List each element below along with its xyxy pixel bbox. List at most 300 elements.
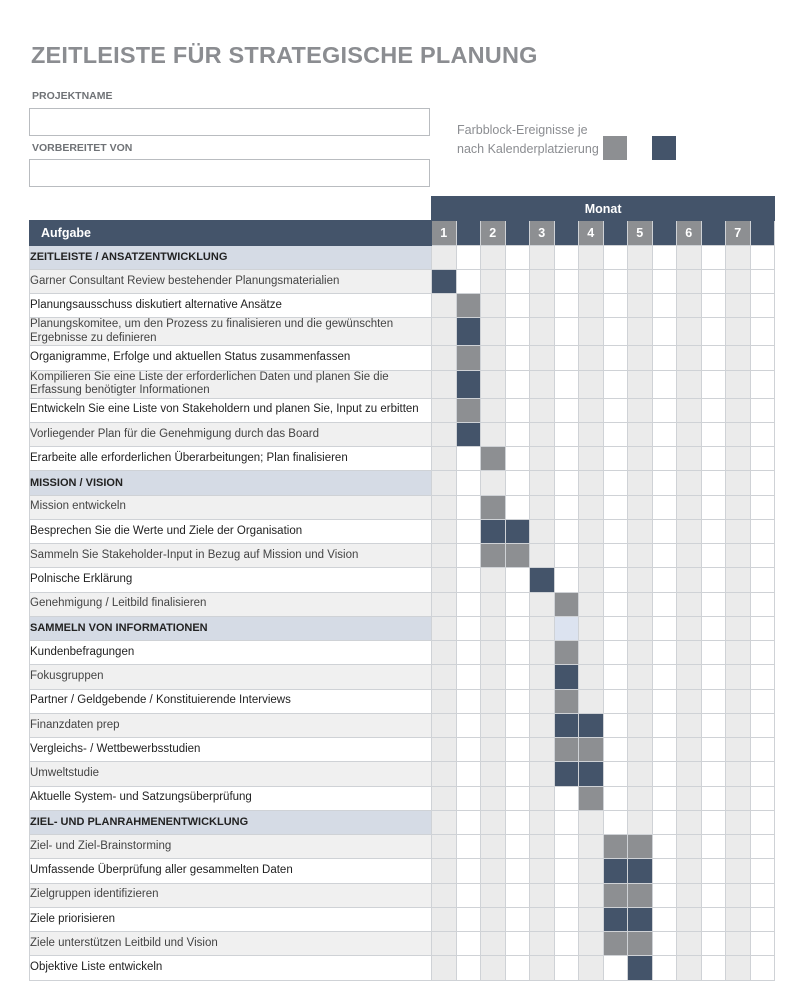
task-label: Ziel- und Ziel-Brainstorming: [30, 835, 432, 859]
timeline-cell: [677, 859, 702, 883]
timeline-cell: [432, 592, 457, 616]
timeline-cell: [701, 544, 726, 568]
task-label: Planungskomitee, um den Prozess zu finalisieren und die gewünschten Ergebnisse zu definieren: [30, 318, 432, 346]
timeline-cell: [603, 495, 628, 519]
timeline-cell: [505, 835, 530, 859]
event-block-dark: [603, 907, 628, 931]
timeline-cell: [628, 519, 653, 543]
timeline-cell: [750, 932, 775, 956]
task-row: [30, 346, 775, 370]
event-block-dark: [505, 519, 530, 543]
timeline-cell: [505, 738, 530, 762]
timeline-cell: [750, 907, 775, 931]
timeline-cell: [505, 859, 530, 883]
timeline-cell: [750, 318, 775, 346]
task-label: Polnische Erklärung: [30, 568, 432, 592]
timeline-cell: [701, 738, 726, 762]
timeline-cell: [530, 907, 555, 931]
timeline-cell: [701, 519, 726, 543]
timeline-cell: [652, 762, 677, 786]
timeline-cell: [456, 519, 481, 543]
timeline-cell: [677, 616, 702, 640]
timeline-cell: [432, 956, 457, 980]
timeline-cell: [432, 471, 457, 495]
timeline-cell: [481, 370, 506, 398]
timeline-cell: [652, 318, 677, 346]
timeline-cell: [652, 907, 677, 931]
timeline-cell: [456, 495, 481, 519]
timeline-cell: [530, 689, 555, 713]
timeline-cell: [677, 665, 702, 689]
timeline-cell: [579, 810, 604, 834]
timeline-cell: [579, 245, 604, 269]
timeline-cell: [652, 689, 677, 713]
timeline-cell: [726, 932, 751, 956]
task-label: Kompilieren Sie eine Liste der erforderlichen Daten und planen Sie die Erfassung benötigter Informationen: [30, 370, 432, 398]
timeline-cell: [750, 786, 775, 810]
timeline-cell: [505, 447, 530, 471]
event-block-grey: [554, 641, 579, 665]
timeline-cell: [554, 447, 579, 471]
timeline-cell: [432, 370, 457, 398]
timeline-cell: [603, 616, 628, 640]
timeline-cell: [628, 398, 653, 422]
timeline-cell: [456, 907, 481, 931]
timeline-cell: [652, 932, 677, 956]
timeline-cell: [603, 269, 628, 293]
timeline-cell: [726, 616, 751, 640]
timeline-cell: [530, 616, 555, 640]
timeline-cell: [554, 883, 579, 907]
timeline-cell: [677, 738, 702, 762]
timeline-cell: [481, 810, 506, 834]
timeline-cell: [750, 398, 775, 422]
timeline-cell: [432, 689, 457, 713]
timeline-cell: [701, 495, 726, 519]
timeline-cell: [750, 245, 775, 269]
task-label: Umweltstudie: [30, 762, 432, 786]
timeline-cell: [554, 519, 579, 543]
timeline-cell: [481, 665, 506, 689]
event-block-grey: [456, 346, 481, 370]
timeline-cell: [579, 318, 604, 346]
timeline-cell: [628, 370, 653, 398]
timeline-cell: [652, 786, 677, 810]
section-row: [30, 471, 775, 495]
timeline-cell: [432, 495, 457, 519]
section-label: SAMMELN VON INFORMATIONEN: [30, 616, 432, 640]
event-block-grey: [628, 883, 653, 907]
timeline-cell: [750, 269, 775, 293]
timeline-cell: [481, 738, 506, 762]
timeline-cell: [505, 786, 530, 810]
timeline-cell: [554, 471, 579, 495]
timeline-cell: [726, 641, 751, 665]
timeline-cell: [456, 859, 481, 883]
timeline-cell: [456, 835, 481, 859]
event-block-grey: [603, 835, 628, 859]
timeline-cell: [701, 689, 726, 713]
task-label: Objektive Liste entwickeln: [30, 956, 432, 980]
timeline-cell: [628, 689, 653, 713]
timeline-cell: [628, 592, 653, 616]
timeline-cell: [481, 346, 506, 370]
timeline-cell: [432, 713, 457, 737]
timeline-cell: [701, 294, 726, 318]
task-label: Vergleichs- / Wettbewerbsstudien: [30, 738, 432, 762]
timeline-cell: [677, 689, 702, 713]
timeline-cell: [505, 616, 530, 640]
timeline-cell: [628, 762, 653, 786]
timeline-cell: [530, 641, 555, 665]
timeline-cell: [579, 568, 604, 592]
prepared-by-field[interactable]: [29, 159, 430, 187]
timeline-cell: [579, 495, 604, 519]
timeline-cell: [701, 422, 726, 446]
timeline-cell: [456, 810, 481, 834]
timeline-cell: [554, 907, 579, 931]
timeline-cell: [505, 713, 530, 737]
timeline-cell: [530, 269, 555, 293]
timeline-cell: [652, 616, 677, 640]
timeline-cell: [579, 471, 604, 495]
timeline-cell: [432, 398, 457, 422]
event-block-dark: [554, 713, 579, 737]
timeline-cell: [603, 519, 628, 543]
timeline-cell: [603, 762, 628, 786]
timeline-cell: [530, 318, 555, 346]
event-block-grey: [603, 932, 628, 956]
timeline-cell: [456, 616, 481, 640]
timeline-cell: [505, 932, 530, 956]
timeline-cell: [677, 641, 702, 665]
task-label: Umfassende Überprüfung aller gesammelten Daten: [30, 859, 432, 883]
timeline-cell: [530, 519, 555, 543]
task-row: [30, 370, 775, 398]
timeline-cell: [554, 859, 579, 883]
timeline-cell: [579, 689, 604, 713]
timeline-cell: [432, 810, 457, 834]
event-block-dark: [554, 665, 579, 689]
timeline-cell: [530, 544, 555, 568]
timeline-cell: [677, 883, 702, 907]
timeline-cell: [726, 447, 751, 471]
task-label: Vorliegender Plan für die Genehmigung durch das Board: [30, 422, 432, 446]
timeline-cell: [677, 835, 702, 859]
timeline-cell: [750, 544, 775, 568]
event-block-grey: [481, 447, 506, 471]
event-block-dark: [603, 859, 628, 883]
timeline-cell: [726, 245, 751, 269]
timeline-cell: [530, 370, 555, 398]
task-row: [30, 738, 775, 762]
timeline-cell: [652, 346, 677, 370]
timeline-cell: [726, 859, 751, 883]
timeline-cell: [652, 471, 677, 495]
task-row: [30, 592, 775, 616]
task-row: [30, 883, 775, 907]
timeline-cell: [432, 859, 457, 883]
timeline-cell: [456, 713, 481, 737]
timeline-cell: [530, 592, 555, 616]
timeline-cell: [726, 519, 751, 543]
timeline-cell: [701, 245, 726, 269]
timeline-cell: [628, 641, 653, 665]
timeline-cell: [554, 245, 579, 269]
timeline-cell: [481, 568, 506, 592]
timeline-cell: [579, 616, 604, 640]
task-row: [30, 294, 775, 318]
event-block-grey: [554, 689, 579, 713]
timeline-cell: [456, 738, 481, 762]
timeline-cell: [505, 370, 530, 398]
timeline-cell: [701, 713, 726, 737]
timeline-cell: [603, 568, 628, 592]
timeline-cell: [505, 883, 530, 907]
timeline-cell: [726, 786, 751, 810]
timeline-cell: [677, 398, 702, 422]
timeline-cell: [456, 956, 481, 980]
timeline-cell: [726, 422, 751, 446]
task-label: Ziele priorisieren: [30, 907, 432, 931]
timeline-cell: [432, 245, 457, 269]
timeline-cell: [603, 810, 628, 834]
timeline-cell: [530, 786, 555, 810]
timeline-cell: [505, 495, 530, 519]
timeline-cell: [750, 665, 775, 689]
timeline-cell: [677, 907, 702, 931]
event-block-dark: [432, 269, 457, 293]
event-block-grey: [579, 786, 604, 810]
event-block-grey: [481, 544, 506, 568]
week-header: [652, 221, 677, 245]
timeline-cell: [677, 422, 702, 446]
task-row: [30, 422, 775, 446]
timeline-table: [29, 196, 775, 981]
event-block-dark: [456, 370, 481, 398]
timeline-cell: [481, 859, 506, 883]
timeline-cell: [481, 245, 506, 269]
event-block-light: [554, 616, 579, 640]
week-header: [456, 221, 481, 245]
timeline-cell: [530, 932, 555, 956]
timeline-cell: [432, 641, 457, 665]
timeline-cell: [505, 398, 530, 422]
timeline-cell: [603, 447, 628, 471]
timeline-cell: [701, 568, 726, 592]
timeline-cell: [432, 835, 457, 859]
week-header: 4: [579, 221, 604, 245]
timeline-cell: [603, 346, 628, 370]
project-name-field[interactable]: [29, 108, 430, 136]
timeline-cell: [530, 883, 555, 907]
timeline-cell: [652, 859, 677, 883]
timeline-cell: [677, 592, 702, 616]
timeline-cell: [750, 859, 775, 883]
task-row: [30, 762, 775, 786]
timeline-cell: [505, 810, 530, 834]
timeline-cell: [554, 495, 579, 519]
timeline-cell: [677, 762, 702, 786]
timeline-cell: [603, 245, 628, 269]
timeline-cell: [530, 495, 555, 519]
timeline-cell: [530, 422, 555, 446]
timeline-cell: [726, 835, 751, 859]
timeline-cell: [579, 641, 604, 665]
task-label: Planungsausschuss diskutiert alternative Ansätze: [30, 294, 432, 318]
timeline-cell: [505, 665, 530, 689]
timeline-cell: [701, 370, 726, 398]
timeline-cell: [432, 294, 457, 318]
timeline-cell: [701, 762, 726, 786]
timeline-cell: [652, 568, 677, 592]
event-block-dark: [554, 762, 579, 786]
timeline-cell: [456, 269, 481, 293]
task-row: [30, 786, 775, 810]
timeline-cell: [701, 810, 726, 834]
timeline-cell: [432, 907, 457, 931]
event-block-grey: [579, 738, 604, 762]
timeline-cell: [579, 883, 604, 907]
timeline-cell: [481, 471, 506, 495]
timeline-cell: [750, 294, 775, 318]
week-header: [750, 221, 775, 245]
timeline-cell: [579, 592, 604, 616]
timeline-cell: [579, 269, 604, 293]
timeline-cell: [677, 370, 702, 398]
timeline-cell: [579, 859, 604, 883]
timeline-cell: [530, 471, 555, 495]
timeline-cell: [750, 519, 775, 543]
timeline-cell: [456, 447, 481, 471]
timeline-cell: [530, 398, 555, 422]
timeline-cell: [726, 592, 751, 616]
timeline-cell: [554, 318, 579, 346]
task-label: Partner / Geldgebende / Konstituierende Interviews: [30, 689, 432, 713]
timeline-cell: [432, 738, 457, 762]
timeline-cell: [530, 810, 555, 834]
timeline-cell: [750, 689, 775, 713]
timeline-cell: [530, 294, 555, 318]
section-label: ZEITLEISTE / ANSATZENTWICKLUNG: [30, 245, 432, 269]
timeline-cell: [579, 370, 604, 398]
week-header: 6: [677, 221, 702, 245]
timeline-cell: [628, 447, 653, 471]
section-label: MISSION / VISION: [30, 471, 432, 495]
timeline-cell: [530, 713, 555, 737]
timeline-cell: [432, 519, 457, 543]
timeline-cell: [726, 956, 751, 980]
event-block-grey: [554, 592, 579, 616]
timeline-cell: [726, 544, 751, 568]
timeline-cell: [652, 495, 677, 519]
timeline-cell: [579, 932, 604, 956]
timeline-cell: [481, 689, 506, 713]
timeline-cell: [628, 665, 653, 689]
timeline-cell: [750, 641, 775, 665]
timeline-cell: [530, 346, 555, 370]
timeline-cell: [505, 568, 530, 592]
timeline-cell: [456, 689, 481, 713]
timeline-cell: [456, 592, 481, 616]
timeline-cell: [677, 318, 702, 346]
timeline-cell: [505, 689, 530, 713]
timeline-cell: [750, 370, 775, 398]
timeline-cell: [701, 346, 726, 370]
timeline-cell: [603, 956, 628, 980]
timeline-cell: [750, 956, 775, 980]
timeline-cell: [530, 665, 555, 689]
timeline-cell: [456, 641, 481, 665]
week-header: [603, 221, 628, 245]
timeline-cell: [652, 245, 677, 269]
timeline-cell: [701, 835, 726, 859]
timeline-cell: [481, 318, 506, 346]
event-block-dark: [456, 422, 481, 446]
timeline-cell: [701, 318, 726, 346]
timeline-cell: [677, 346, 702, 370]
task-label: Garner Consultant Review bestehender Planungsmaterialien: [30, 269, 432, 293]
timeline-cell: [652, 835, 677, 859]
task-label: Finanzdaten prep: [30, 713, 432, 737]
week-header: 5: [628, 221, 653, 245]
timeline-cell: [677, 956, 702, 980]
legend-swatch-grey: [603, 136, 627, 160]
timeline-cell: [505, 294, 530, 318]
timeline-cell: [701, 859, 726, 883]
timeline-cell: [481, 422, 506, 446]
section-label: ZIEL- UND PLANRAHMENENTWICKLUNG: [30, 810, 432, 834]
timeline-cell: [579, 519, 604, 543]
week-header: [701, 221, 726, 245]
timeline-cell: [505, 471, 530, 495]
task-row: [30, 907, 775, 931]
timeline-cell: [432, 447, 457, 471]
timeline-cell: [505, 762, 530, 786]
task-label: Zielgruppen identifizieren: [30, 883, 432, 907]
task-header: Aufgabe: [30, 221, 432, 245]
timeline-cell: [701, 471, 726, 495]
task-row: [30, 859, 775, 883]
timeline-cell: [579, 422, 604, 446]
timeline-cell: [750, 422, 775, 446]
prepared-by-label: VORBEREITET VON: [32, 142, 133, 154]
section-row: [30, 245, 775, 269]
timeline-cell: [554, 835, 579, 859]
timeline-cell: [750, 471, 775, 495]
week-header: 7: [726, 221, 751, 245]
legend-text: Farbblock-Ereignisse je nach Kalenderplatzierung: [457, 123, 599, 156]
timeline-cell: [554, 544, 579, 568]
timeline-cell: [701, 932, 726, 956]
timeline-cell: [432, 346, 457, 370]
timeline-cell: [432, 568, 457, 592]
timeline-cell: [750, 495, 775, 519]
timeline-cell: [652, 422, 677, 446]
timeline-cell: [432, 318, 457, 346]
timeline-cell: [726, 495, 751, 519]
timeline-cell: [579, 398, 604, 422]
timeline-cell: [750, 713, 775, 737]
timeline-cell: [677, 713, 702, 737]
timeline-cell: [505, 641, 530, 665]
timeline-cell: [481, 713, 506, 737]
timeline-cell: [505, 592, 530, 616]
timeline-cell: [701, 786, 726, 810]
event-block-grey: [456, 294, 481, 318]
timeline-cell: [628, 346, 653, 370]
timeline-cell: [603, 370, 628, 398]
